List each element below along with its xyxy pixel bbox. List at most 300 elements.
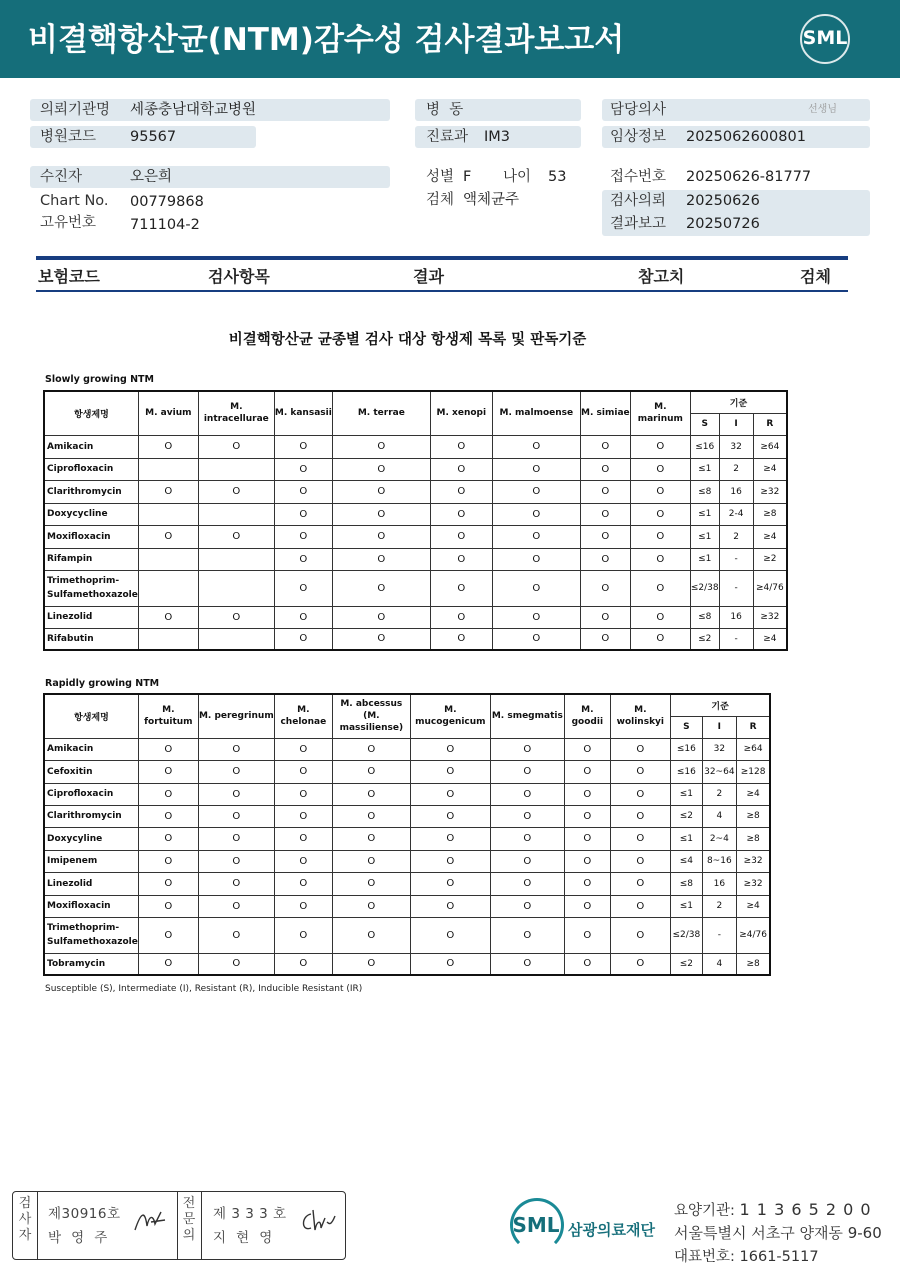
susceptibility-mark: O bbox=[274, 872, 332, 895]
susceptibility-mark: O bbox=[610, 783, 670, 805]
susceptibility-mark: O bbox=[198, 895, 274, 917]
susceptibility-mark: O bbox=[564, 917, 610, 953]
susceptibility-mark: O bbox=[138, 850, 198, 872]
species-header: M. terrae bbox=[332, 391, 430, 435]
susceptibility-mark: O bbox=[332, 805, 410, 827]
susceptibility-mark: O bbox=[138, 783, 198, 805]
criteria-header: 기준 bbox=[690, 391, 787, 413]
table-row bbox=[44, 872, 770, 895]
drug-name: Clarithromycin bbox=[44, 805, 138, 827]
susceptibility-mark: O bbox=[430, 548, 492, 570]
header-divider-bottom bbox=[36, 290, 848, 292]
criteria-s: ≤2 bbox=[690, 628, 719, 650]
susceptibility-mark: O bbox=[564, 760, 610, 783]
tester-signature-icon bbox=[131, 1206, 171, 1236]
susceptibility-mark: O bbox=[274, 783, 332, 805]
criteria-i: 2~4 bbox=[702, 827, 736, 850]
col-test-item: 검사항목 bbox=[208, 267, 270, 286]
footer-org-name: 삼광의료재단 bbox=[568, 1221, 655, 1239]
specimen-value: 액체균주 bbox=[463, 192, 520, 208]
susceptibility-mark: O bbox=[580, 525, 630, 548]
susceptibility-mark: O bbox=[430, 458, 492, 480]
susceptibility-mark: O bbox=[332, 738, 410, 760]
susceptibility-mark: O bbox=[138, 917, 198, 953]
susceptibility-mark: O bbox=[630, 435, 690, 458]
susceptibility-mark: O bbox=[138, 606, 198, 628]
susceptibility-mark: O bbox=[332, 895, 410, 917]
susceptibility-mark bbox=[138, 570, 198, 606]
criteria-i: 32 bbox=[702, 738, 736, 760]
susceptibility-mark: O bbox=[490, 850, 564, 872]
rapid-ntm-table bbox=[43, 693, 771, 976]
susceptibility-mark: O bbox=[198, 525, 274, 548]
susceptibility-mark: O bbox=[630, 480, 690, 503]
susceptibility-mark: O bbox=[564, 827, 610, 850]
drug-name: Cefoxitin bbox=[44, 760, 138, 783]
institution-code-label: 요양기관: bbox=[674, 1203, 735, 1219]
susceptibility-mark: O bbox=[274, 895, 332, 917]
criteria-s: ≤1 bbox=[690, 525, 719, 548]
col-result: 결과 bbox=[413, 267, 444, 286]
hospital-code-label: 병원코드 bbox=[40, 129, 97, 145]
slow-ntm-table bbox=[43, 390, 788, 651]
susceptibility-mark: O bbox=[492, 570, 580, 606]
sir-header: I bbox=[719, 413, 753, 435]
drug-name: Tobramycin bbox=[44, 953, 138, 975]
susceptibility-mark: O bbox=[198, 805, 274, 827]
susceptibility-mark: O bbox=[564, 872, 610, 895]
clinical-info-value: 2025062600801 bbox=[686, 129, 806, 145]
chart-no-label: Chart No. bbox=[40, 193, 109, 209]
susceptibility-mark: O bbox=[490, 953, 564, 975]
department-value: IM3 bbox=[484, 129, 511, 145]
susceptibility-mark: O bbox=[580, 606, 630, 628]
susceptibility-mark: O bbox=[332, 760, 410, 783]
specialist-no: 제 3 3 3 호 bbox=[213, 1206, 287, 1222]
susceptibility-mark: O bbox=[490, 895, 564, 917]
criteria-r: ≥4 bbox=[753, 458, 787, 480]
footer-logo bbox=[510, 1198, 562, 1250]
table-row bbox=[44, 783, 770, 805]
table-row bbox=[44, 917, 770, 953]
susceptibility-mark: O bbox=[198, 606, 274, 628]
susceptibility-mark: O bbox=[610, 760, 670, 783]
specialist-label-cell bbox=[177, 1192, 202, 1259]
receipt-no-value: 20250626-81777 bbox=[686, 169, 812, 185]
susceptibility-mark: O bbox=[198, 480, 274, 503]
species-header: M. chelonae bbox=[274, 694, 332, 738]
doctor-label: 담당의사 bbox=[610, 102, 667, 118]
col-specimen: 검체 bbox=[800, 267, 831, 286]
criteria-i: 2 bbox=[702, 895, 736, 917]
criteria-r: ≥4 bbox=[736, 783, 770, 805]
susceptibility-mark: O bbox=[332, 503, 430, 525]
institution-value: 세종충남대학교병원 bbox=[130, 102, 257, 118]
test-request-value: 20250626 bbox=[686, 193, 760, 209]
susceptibility-mark: O bbox=[490, 805, 564, 827]
sir-header: I bbox=[702, 716, 736, 738]
table-row bbox=[44, 738, 770, 760]
col-reference: 참고치 bbox=[638, 267, 685, 286]
criteria-i: - bbox=[719, 570, 753, 606]
susceptibility-mark: O bbox=[274, 570, 332, 606]
phone-value: 1661-5117 bbox=[739, 1249, 819, 1265]
criteria-s: ≤16 bbox=[690, 435, 719, 458]
doctor-suffix: 선생님 bbox=[808, 104, 837, 115]
table-row bbox=[44, 827, 770, 850]
susceptibility-mark: O bbox=[332, 917, 410, 953]
susceptibility-mark: O bbox=[138, 872, 198, 895]
criteria-s: ≤8 bbox=[670, 872, 702, 895]
susceptibility-mark: O bbox=[490, 760, 564, 783]
susceptibility-mark: O bbox=[410, 738, 490, 760]
susceptibility-mark: O bbox=[630, 628, 690, 650]
susceptibility-mark: O bbox=[332, 606, 430, 628]
drug-name: Amikacin bbox=[44, 435, 138, 458]
species-header: M. peregrinum bbox=[198, 694, 274, 738]
susceptibility-mark: O bbox=[492, 503, 580, 525]
criteria-r: ≥4 bbox=[736, 895, 770, 917]
tester-label: 검사자 bbox=[18, 1196, 32, 1243]
susceptibility-mark: O bbox=[138, 738, 198, 760]
sir-header: R bbox=[753, 413, 787, 435]
susceptibility-mark: O bbox=[492, 458, 580, 480]
patient-row bbox=[30, 166, 390, 188]
susceptibility-mark: O bbox=[274, 953, 332, 975]
susceptibility-mark: O bbox=[410, 850, 490, 872]
species-header: M. abcessus (M. massiliense) bbox=[332, 694, 410, 738]
criteria-s: ≤2/38 bbox=[690, 570, 719, 606]
table-row bbox=[44, 805, 770, 827]
table-row bbox=[44, 435, 787, 458]
susceptibility-mark: O bbox=[580, 628, 630, 650]
susceptibility-mark bbox=[138, 628, 198, 650]
criteria-r: ≥8 bbox=[736, 953, 770, 975]
susceptibility-mark: O bbox=[610, 953, 670, 975]
department-label: 진료과 bbox=[426, 129, 469, 145]
species-header: M. mucogenicum bbox=[410, 694, 490, 738]
criteria-r: ≥4 bbox=[753, 628, 787, 650]
criteria-i: - bbox=[702, 917, 736, 953]
susceptibility-mark: O bbox=[274, 525, 332, 548]
susceptibility-mark: O bbox=[274, 628, 332, 650]
susceptibility-mark: O bbox=[580, 435, 630, 458]
criteria-i: 2-4 bbox=[719, 503, 753, 525]
footnote: Susceptible (S), Intermediate (I), Resistant (R), Inducible Resistant (IR) bbox=[45, 984, 363, 994]
susceptibility-mark: O bbox=[490, 738, 564, 760]
susceptibility-mark: O bbox=[610, 872, 670, 895]
criteria-i: 4 bbox=[702, 953, 736, 975]
criteria-r: ≥32 bbox=[736, 872, 770, 895]
susceptibility-mark: O bbox=[274, 827, 332, 850]
drug-name: Linezolid bbox=[44, 606, 138, 628]
susceptibility-mark: O bbox=[490, 872, 564, 895]
susceptibility-mark: O bbox=[564, 895, 610, 917]
table-row bbox=[44, 570, 787, 606]
drug-name: Moxifloxacin bbox=[44, 525, 138, 548]
susceptibility-mark: O bbox=[198, 953, 274, 975]
criteria-s: ≤16 bbox=[670, 738, 702, 760]
susceptibility-mark: O bbox=[332, 525, 430, 548]
criteria-i: - bbox=[719, 628, 753, 650]
susceptibility-mark bbox=[198, 503, 274, 525]
species-header: M. fortuitum bbox=[138, 694, 198, 738]
drug-name: Trimethoprim- Sulfamethoxazole bbox=[44, 570, 138, 606]
susceptibility-mark: O bbox=[138, 525, 198, 548]
document-title: 비결핵항산균 균종별 검사 대상 항생제 목록 및 판독기준 bbox=[228, 332, 587, 348]
result-report-label: 결과보고 bbox=[610, 216, 667, 232]
tester-label-cell bbox=[13, 1192, 38, 1259]
institution-code-value: 1 1 3 6 5 2 0 0 bbox=[739, 1200, 872, 1219]
hospital-code-value: 95567 bbox=[130, 129, 177, 145]
susceptibility-mark: O bbox=[198, 760, 274, 783]
drug-name: Rifabutin bbox=[44, 628, 138, 650]
susceptibility-mark: O bbox=[138, 805, 198, 827]
drug-name: Doxycycline bbox=[44, 503, 138, 525]
susceptibility-mark: O bbox=[630, 570, 690, 606]
susceptibility-mark: O bbox=[198, 435, 274, 458]
susceptibility-mark bbox=[198, 628, 274, 650]
criteria-r: ≥32 bbox=[736, 850, 770, 872]
slow-section-title: Slowly growing NTM bbox=[45, 374, 154, 385]
report-header bbox=[0, 0, 900, 78]
susceptibility-mark: O bbox=[410, 872, 490, 895]
susceptibility-mark: O bbox=[332, 570, 430, 606]
sir-header: R bbox=[736, 716, 770, 738]
susceptibility-mark bbox=[138, 503, 198, 525]
drug-name: Trimethoprim- Sulfamethoxazole bbox=[44, 917, 138, 953]
criteria-s: ≤1 bbox=[690, 548, 719, 570]
table-row bbox=[44, 628, 787, 650]
susceptibility-mark: O bbox=[274, 606, 332, 628]
drug-name: Rifampin bbox=[44, 548, 138, 570]
susceptibility-mark bbox=[138, 548, 198, 570]
susceptibility-mark: O bbox=[332, 435, 430, 458]
specialist-label: 전문의 bbox=[182, 1196, 196, 1243]
susceptibility-mark: O bbox=[610, 827, 670, 850]
susceptibility-mark: O bbox=[564, 850, 610, 872]
susceptibility-mark: O bbox=[138, 760, 198, 783]
criteria-s: ≤2 bbox=[670, 805, 702, 827]
susceptibility-mark: O bbox=[274, 503, 332, 525]
criteria-s: ≤2 bbox=[670, 953, 702, 975]
susceptibility-mark: O bbox=[492, 548, 580, 570]
susceptibility-mark: O bbox=[564, 805, 610, 827]
drug-name: Doxycyline bbox=[44, 827, 138, 850]
susceptibility-mark: O bbox=[430, 628, 492, 650]
species-header: M. avium bbox=[138, 391, 198, 435]
sir-header: S bbox=[670, 716, 702, 738]
criteria-i: 8~16 bbox=[702, 850, 736, 872]
phone-label: 대표번호: bbox=[674, 1249, 735, 1265]
criteria-s: ≤2/38 bbox=[670, 917, 702, 953]
susceptibility-mark: O bbox=[610, 895, 670, 917]
criteria-i: 16 bbox=[702, 872, 736, 895]
clinical-info-label: 임상정보 bbox=[610, 129, 667, 145]
susceptibility-mark: O bbox=[332, 458, 430, 480]
criteria-s: ≤8 bbox=[690, 606, 719, 628]
rapid-section-title: Rapidly growing NTM bbox=[45, 678, 160, 689]
criteria-i: 32 bbox=[719, 435, 753, 458]
species-header: M. goodii bbox=[564, 694, 610, 738]
susceptibility-mark: O bbox=[332, 480, 430, 503]
criteria-i: 16 bbox=[719, 606, 753, 628]
susceptibility-mark: O bbox=[198, 850, 274, 872]
sml-logo bbox=[800, 14, 850, 64]
criteria-i: 32~64 bbox=[702, 760, 736, 783]
species-header: M. malmoense bbox=[492, 391, 580, 435]
susceptibility-mark: O bbox=[630, 458, 690, 480]
susceptibility-mark: O bbox=[430, 480, 492, 503]
drug-name: Ciprofloxacin bbox=[44, 458, 138, 480]
criteria-r: ≥128 bbox=[736, 760, 770, 783]
criteria-r: ≥4/76 bbox=[753, 570, 787, 606]
tester-no: 제30916호 bbox=[48, 1206, 121, 1222]
susceptibility-mark: O bbox=[580, 503, 630, 525]
criteria-i: 2 bbox=[719, 525, 753, 548]
criteria-r: ≥32 bbox=[753, 480, 787, 503]
susceptibility-mark: O bbox=[492, 628, 580, 650]
criteria-r: ≥32 bbox=[753, 606, 787, 628]
table-row bbox=[44, 850, 770, 872]
susceptibility-mark: O bbox=[430, 503, 492, 525]
chart-no-value: 00779868 bbox=[130, 194, 204, 210]
species-header: M. kansasii bbox=[274, 391, 332, 435]
logo-text: SML bbox=[802, 27, 848, 49]
tester-name: 박 영 주 bbox=[48, 1230, 108, 1246]
criteria-i: 2 bbox=[719, 458, 753, 480]
specimen-label: 검체 bbox=[426, 192, 455, 208]
susceptibility-mark: O bbox=[198, 827, 274, 850]
species-header: M. smegmatis bbox=[490, 694, 564, 738]
age-value: 53 bbox=[548, 169, 567, 185]
criteria-s: ≤4 bbox=[670, 850, 702, 872]
table-row bbox=[44, 480, 787, 503]
susceptibility-mark: O bbox=[580, 570, 630, 606]
specialist-name: 지 현 영 bbox=[213, 1230, 273, 1246]
susceptibility-mark: O bbox=[274, 917, 332, 953]
susceptibility-mark: O bbox=[410, 805, 490, 827]
col-insurance-code: 보험코드 bbox=[38, 267, 100, 286]
susceptibility-mark: O bbox=[138, 827, 198, 850]
ward-label: 병 동 bbox=[426, 102, 464, 118]
criteria-r: ≥8 bbox=[736, 805, 770, 827]
signature-box bbox=[12, 1191, 346, 1260]
susceptibility-mark: O bbox=[580, 480, 630, 503]
susceptibility-mark: O bbox=[490, 917, 564, 953]
criteria-s: ≤8 bbox=[690, 480, 719, 503]
criteria-i: - bbox=[719, 548, 753, 570]
susceptibility-mark: O bbox=[198, 738, 274, 760]
table-row bbox=[44, 760, 770, 783]
sir-header: S bbox=[690, 413, 719, 435]
criteria-r: ≥2 bbox=[753, 548, 787, 570]
susceptibility-mark: O bbox=[274, 480, 332, 503]
specialist-sign-cell bbox=[201, 1192, 344, 1259]
antibiotic-header: 항생제명 bbox=[44, 391, 138, 435]
species-header: M. xenopi bbox=[430, 391, 492, 435]
patient-label: 수진자 bbox=[40, 169, 83, 185]
criteria-s: ≤1 bbox=[670, 895, 702, 917]
susceptibility-mark: O bbox=[580, 458, 630, 480]
sex-label: 성별 bbox=[426, 169, 455, 185]
criteria-s: ≤1 bbox=[690, 503, 719, 525]
drug-name: Clarithromycin bbox=[44, 480, 138, 503]
criteria-s: ≤16 bbox=[670, 760, 702, 783]
drug-name: Amikacin bbox=[44, 738, 138, 760]
susceptibility-mark: O bbox=[138, 480, 198, 503]
susceptibility-mark: O bbox=[332, 872, 410, 895]
footer-institution-code bbox=[674, 1199, 872, 1220]
susceptibility-mark: O bbox=[610, 805, 670, 827]
susceptibility-mark: O bbox=[410, 827, 490, 850]
susceptibility-mark: O bbox=[492, 525, 580, 548]
species-header: M. simiae bbox=[580, 391, 630, 435]
footer-logo-text: SML bbox=[512, 1213, 560, 1237]
receipt-no-label: 접수번호 bbox=[610, 169, 667, 185]
table-row bbox=[44, 548, 787, 570]
drug-name: Imipenem bbox=[44, 850, 138, 872]
susceptibility-mark bbox=[198, 570, 274, 606]
species-header: M. wolinskyi bbox=[610, 694, 670, 738]
susceptibility-mark: O bbox=[274, 458, 332, 480]
species-header: M. marinum bbox=[630, 391, 690, 435]
table-row bbox=[44, 525, 787, 548]
criteria-r: ≥8 bbox=[736, 827, 770, 850]
table-row bbox=[44, 503, 787, 525]
susceptibility-mark: O bbox=[492, 435, 580, 458]
institution-label: 의뢰기관명 bbox=[40, 102, 111, 118]
susceptibility-mark: O bbox=[410, 760, 490, 783]
susceptibility-mark: O bbox=[564, 738, 610, 760]
criteria-s: ≤1 bbox=[670, 827, 702, 850]
susceptibility-mark: O bbox=[274, 738, 332, 760]
criteria-i: 16 bbox=[719, 480, 753, 503]
criteria-header: 기준 bbox=[670, 694, 770, 716]
table-row bbox=[44, 953, 770, 975]
criteria-r: ≥4/76 bbox=[736, 917, 770, 953]
susceptibility-mark: O bbox=[610, 850, 670, 872]
age-label: 나이 bbox=[503, 169, 532, 185]
susceptibility-mark bbox=[198, 548, 274, 570]
criteria-r: ≥64 bbox=[753, 435, 787, 458]
susceptibility-mark: O bbox=[564, 783, 610, 805]
susceptibility-mark: O bbox=[492, 480, 580, 503]
susceptibility-mark: O bbox=[274, 805, 332, 827]
footer-address: 서울특별시 서초구 양재동 9-60 bbox=[674, 1224, 882, 1242]
susceptibility-mark: O bbox=[198, 783, 274, 805]
susceptibility-mark: O bbox=[490, 783, 564, 805]
criteria-r: ≥64 bbox=[736, 738, 770, 760]
susceptibility-mark: O bbox=[332, 953, 410, 975]
tester-sign-cell bbox=[37, 1192, 178, 1259]
result-report-value: 20250726 bbox=[686, 216, 760, 232]
susceptibility-mark: O bbox=[630, 606, 690, 628]
susceptibility-mark bbox=[138, 458, 198, 480]
susceptibility-mark: O bbox=[610, 738, 670, 760]
report-title: 비결핵항산균(NTM)감수성 검사결과보고서 bbox=[28, 22, 625, 58]
susceptibility-mark: O bbox=[410, 917, 490, 953]
susceptibility-mark: O bbox=[630, 525, 690, 548]
susceptibility-mark: O bbox=[332, 628, 430, 650]
susceptibility-mark bbox=[198, 458, 274, 480]
susceptibility-mark: O bbox=[138, 953, 198, 975]
susceptibility-mark: O bbox=[274, 760, 332, 783]
drug-name: Linezolid bbox=[44, 872, 138, 895]
susceptibility-mark: O bbox=[492, 606, 580, 628]
species-header: M. intracellurae bbox=[198, 391, 274, 435]
susceptibility-mark: O bbox=[490, 827, 564, 850]
